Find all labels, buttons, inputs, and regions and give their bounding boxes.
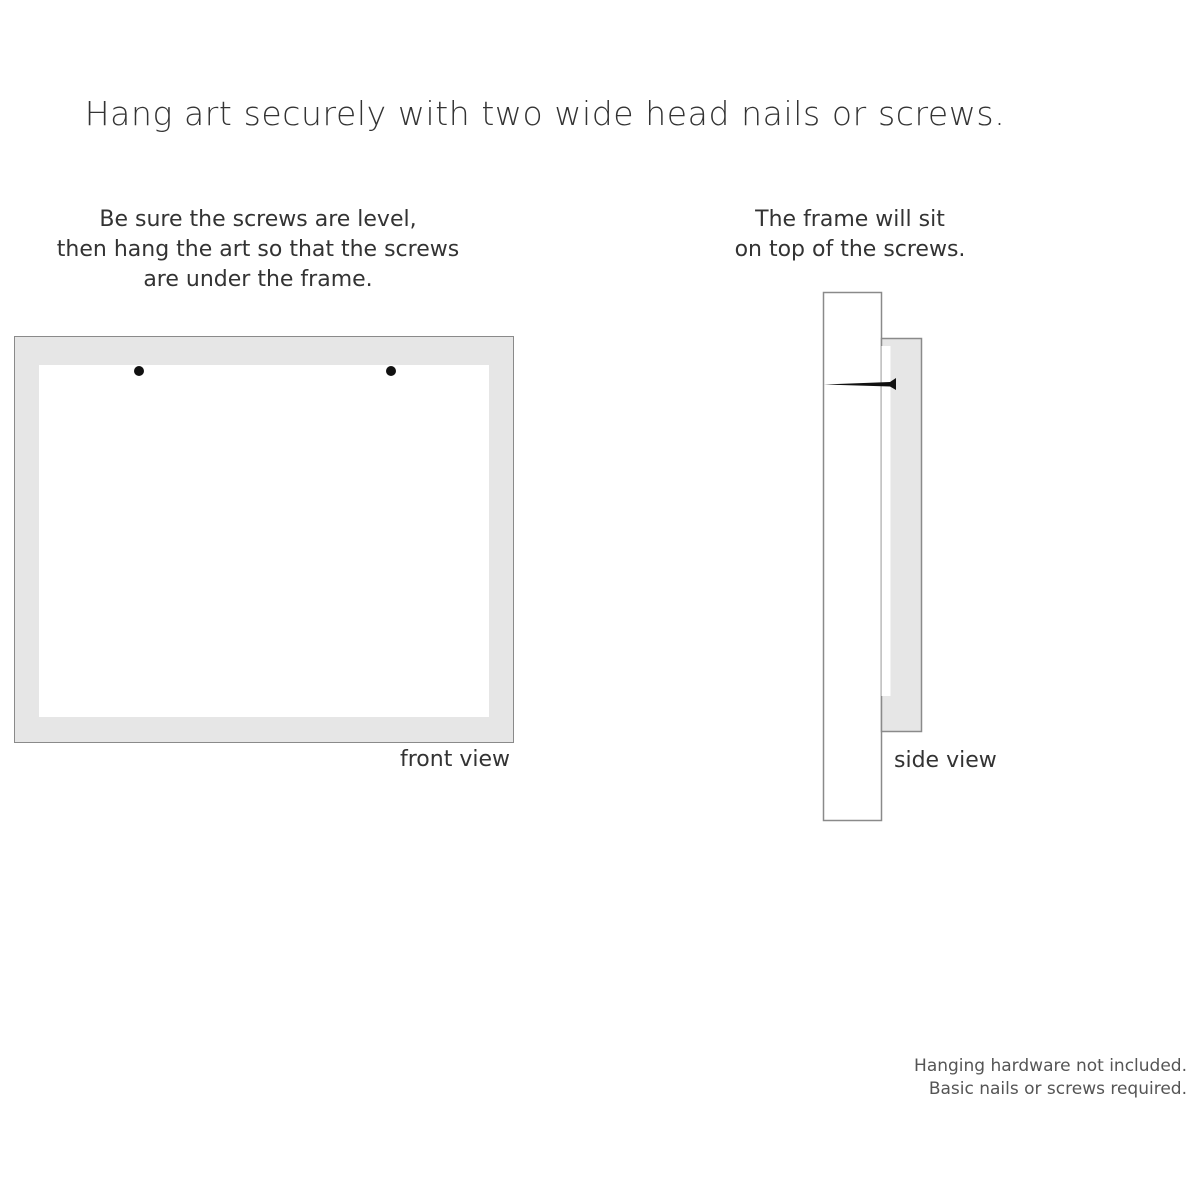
front-caption-line-2: then hang the art so that the screws (56, 237, 460, 262)
hardware-note (914, 1055, 1187, 1101)
front-caption-line-1: Be sure the screws are level, (99, 207, 417, 232)
hardware-note-line-1: Hanging hardware not included. (914, 1056, 1187, 1076)
side-view-label: side view (894, 748, 997, 773)
side-caption-line-2: on top of the screws. (734, 237, 966, 262)
wall-profile (824, 293, 882, 821)
side-caption-line-1: The frame will sit (755, 207, 945, 232)
front-view-art-area (39, 365, 489, 717)
left-screw-marker (134, 366, 144, 376)
front-view-label: front view (400, 747, 510, 772)
side-view-caption (700, 205, 1000, 265)
frame-profile-inner (882, 346, 891, 696)
front-view-caption (40, 205, 476, 295)
hardware-note-line-2: Basic nails or screws required. (928, 1079, 1187, 1099)
front-caption-line-3: are under the frame. (143, 267, 373, 292)
page-title: Hang art securely with two wide head nails or screws. (84, 94, 1006, 133)
right-screw-marker (386, 366, 396, 376)
front-view-frame (14, 336, 514, 743)
